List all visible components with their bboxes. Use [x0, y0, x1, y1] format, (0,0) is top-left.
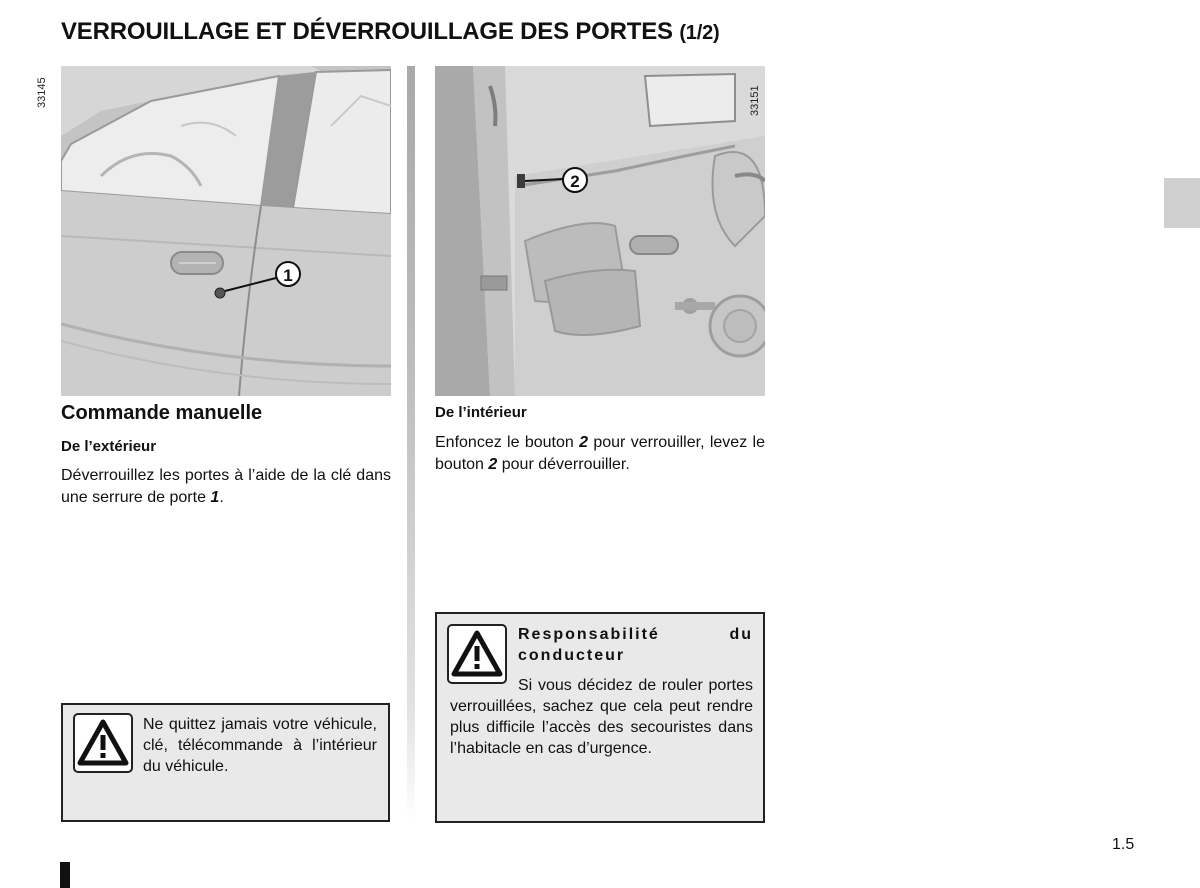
interior-text-3: pour déverrouiller.: [497, 456, 630, 473]
column-divider: [407, 66, 415, 822]
exterior-instructions: [61, 465, 391, 509]
crop-mark: [60, 862, 70, 888]
warning-text: Ne quittez jamais votre véhicule, clé, télécommande à l’intérieur du véhicule.: [143, 716, 377, 775]
callout-2-label: 2: [570, 172, 580, 191]
exterior-door-illustration: [61, 66, 391, 396]
ref-number: 1: [210, 489, 220, 506]
warning-box-driver: [435, 612, 765, 823]
warning-text: Si vous décidez de rouler portes verrouillées, sachez que cela peut rendre plus difficile l’accès des secouristes dans l’habitacle en cas d’urgence.: [450, 677, 753, 757]
subheading-interior: De l’intérieur: [435, 404, 527, 421]
interior-door-illustration: [435, 66, 765, 396]
illustration-ref-code: 33151: [749, 85, 761, 116]
page-number: 1.5: [1112, 836, 1135, 853]
warning-box-key: [61, 703, 390, 822]
illustration-ref-code: 33145: [36, 77, 48, 108]
interior-text-1: Enfoncez le bouton: [435, 434, 580, 451]
warning-triangle-icon: [73, 713, 133, 773]
interior-instructions: [435, 432, 765, 476]
subheading-exterior: De l’extérieur: [61, 438, 157, 455]
callout-1-label: 1: [283, 266, 293, 285]
page-title-text: VERROUILLAGE ET DÉVERROUILLAGE DES PORTES: [61, 18, 673, 45]
ref-number: 2: [488, 456, 498, 473]
page-title-suffix: (1/2): [679, 22, 720, 44]
exterior-text: Déverrouillez les portes à l’aide de la clé dans une serrure de porte: [61, 467, 391, 506]
page-title: [61, 18, 719, 46]
interior-text-2: pour verrouiller, levez le bouton: [435, 434, 765, 473]
ref-number: 2: [579, 434, 589, 451]
chapter-tab: [1164, 178, 1200, 228]
section-heading: Commande manuelle: [61, 402, 263, 424]
warning-heading: Responsabilité du conducteur: [518, 626, 753, 664]
exterior-text-end: .: [219, 489, 224, 506]
